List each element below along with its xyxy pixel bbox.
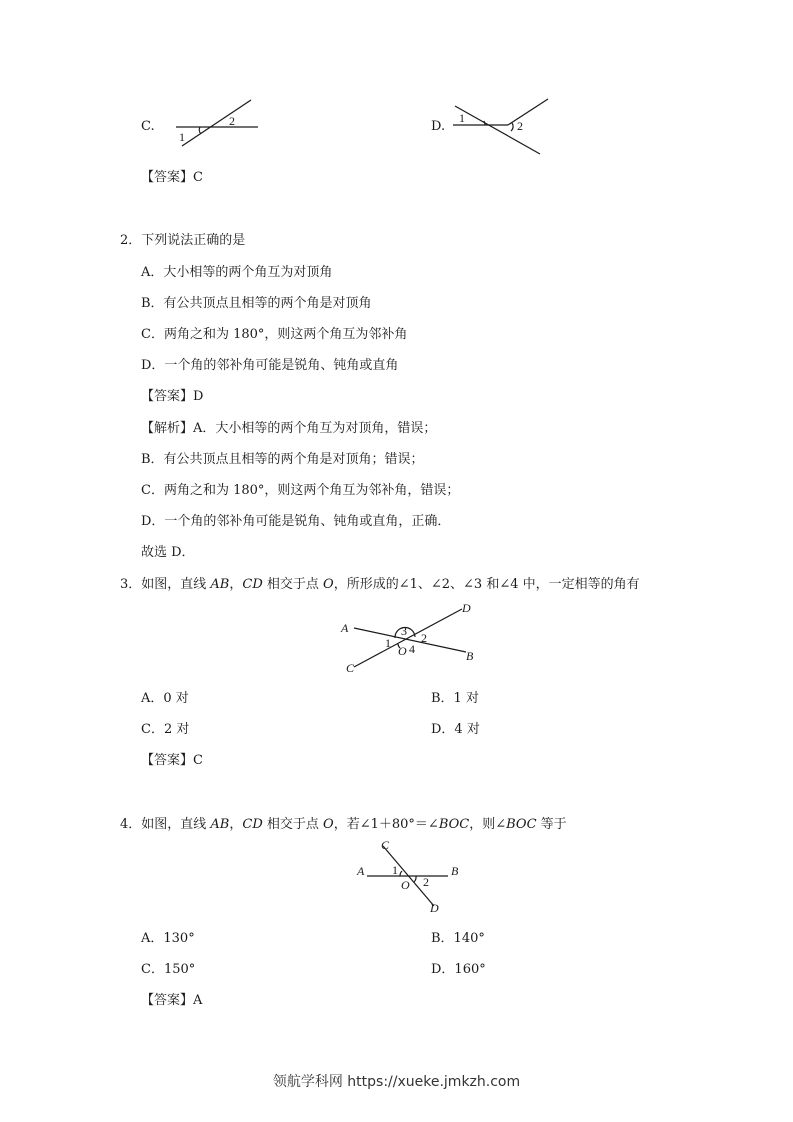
- page-footer: 领航学科网 https://xueke.jmkzh.com: [272, 1074, 521, 1090]
- question-number: 2．: [120, 233, 142, 248]
- answer-tag: 【答案】: [141, 389, 194, 404]
- q3-label-b: B: [466, 649, 474, 663]
- q3-answer: [141, 749, 203, 768]
- q3-option-a: A．0 对: [141, 691, 189, 706]
- q2-option-c: C．两角之和为 180°，则这两个角互为邻补角: [141, 327, 408, 342]
- q4-label-a: A: [357, 864, 365, 878]
- q1d-label-2: 2: [517, 119, 523, 133]
- q2-analysis-line-1: [141, 417, 436, 436]
- answer-value: C: [193, 170, 203, 185]
- q3-label-d: D: [462, 601, 471, 615]
- q3-label-3: 3: [401, 624, 407, 638]
- answer-tag: 【答案】: [141, 993, 194, 1008]
- q1-figure-d: [450, 97, 560, 157]
- q3-line-cd: [354, 609, 462, 667]
- q4-label-2: 2: [423, 875, 429, 889]
- analysis-tag: 【解析】: [141, 421, 194, 436]
- q1d-slanted-line-2: [508, 99, 548, 125]
- q4-figure: [355, 838, 465, 914]
- q3-figure: [338, 600, 488, 675]
- q3-label-1: 1: [385, 636, 391, 650]
- q1d-angle-arc-2: [511, 123, 513, 131]
- q1-answer: [141, 166, 203, 185]
- q1d-label-1: 1: [459, 111, 465, 125]
- q4-angle-arc-2: [414, 876, 416, 882]
- q1-option-c-label: C.: [141, 119, 155, 134]
- q2-analysis-line-5: 故选 D．: [141, 545, 195, 560]
- q1c-label-1: 1: [179, 130, 185, 144]
- q1c-slanted-line: [182, 100, 251, 146]
- q3-label-4: 4: [409, 642, 415, 656]
- q4-answer: [141, 989, 202, 1008]
- q2-option-d: D．一个角的邻补角可能是锐角、钝角或直角: [141, 358, 399, 373]
- q1-option-d-label: D.: [431, 119, 446, 134]
- q4-option-a: A．130°: [141, 931, 195, 946]
- q4-label-b: B: [451, 864, 459, 878]
- q4-option-d: D．160°: [431, 962, 486, 977]
- q4-option-c: C．150°: [141, 962, 196, 977]
- q3-option-d: D．4 对: [431, 722, 480, 737]
- answer-tag: 【答案】: [141, 170, 194, 185]
- q2-analysis-line-2: B．有公共顶点且相等的两个角是对顶角；错误；: [141, 452, 424, 467]
- q2-option-b: B．有公共顶点且相等的两个角是对顶角: [141, 296, 372, 311]
- q2-answer: [141, 385, 203, 404]
- q1-figure-c: [170, 98, 290, 148]
- q4-label-c: C: [381, 838, 390, 852]
- q4-label-1: 1: [392, 863, 398, 877]
- question-number: 4．: [120, 817, 142, 832]
- q3-label-c: C: [346, 661, 355, 675]
- q3-stem: 3．如图，直线 AB，CD 相交于点 O，所形成的∠1、∠2、∠3 和∠4 中，一定相等的角有: [120, 577, 640, 592]
- q3-label-2: 2: [421, 631, 427, 645]
- answer-value: A: [193, 993, 203, 1008]
- q4-option-b: B．140°: [431, 931, 485, 946]
- q4-label-d: D: [430, 901, 439, 915]
- q2-stem: [120, 229, 245, 248]
- q3-option-b: B．1 对: [431, 691, 479, 706]
- analysis-text: A．大小相等的两个角互为对顶角，错误；: [193, 421, 437, 436]
- q4-angle-arc-1: [400, 871, 402, 876]
- answer-value: D: [193, 389, 204, 404]
- q1c-label-2: 2: [229, 114, 235, 128]
- q4-label-o: O: [401, 878, 410, 892]
- q1c-angle-arc: [199, 127, 201, 134]
- q2-analysis-line-4: D．一个角的邻补角可能是锐角、钝角或直角，正确．: [141, 514, 451, 529]
- question-number: 3．: [120, 577, 142, 592]
- answer-value: C: [193, 753, 203, 768]
- q3-label-a: A: [341, 621, 349, 635]
- q2-analysis-line-3: C．两角之和为 180°，则这两个角互为邻补角，错误；: [141, 483, 460, 498]
- q4-stem: 4．如图，直线 AB，CD 相交于点 O，若∠1＋80°＝∠BOC，则∠BOC 等于: [120, 817, 567, 832]
- q3-option-c: C．2 对: [141, 722, 190, 737]
- question-text: 下列说法正确的是: [141, 233, 246, 248]
- q2-option-a: A．大小相等的两个角互为对顶角: [141, 265, 333, 280]
- answer-tag: 【答案】: [141, 753, 194, 768]
- q3-label-o: O: [398, 644, 407, 658]
